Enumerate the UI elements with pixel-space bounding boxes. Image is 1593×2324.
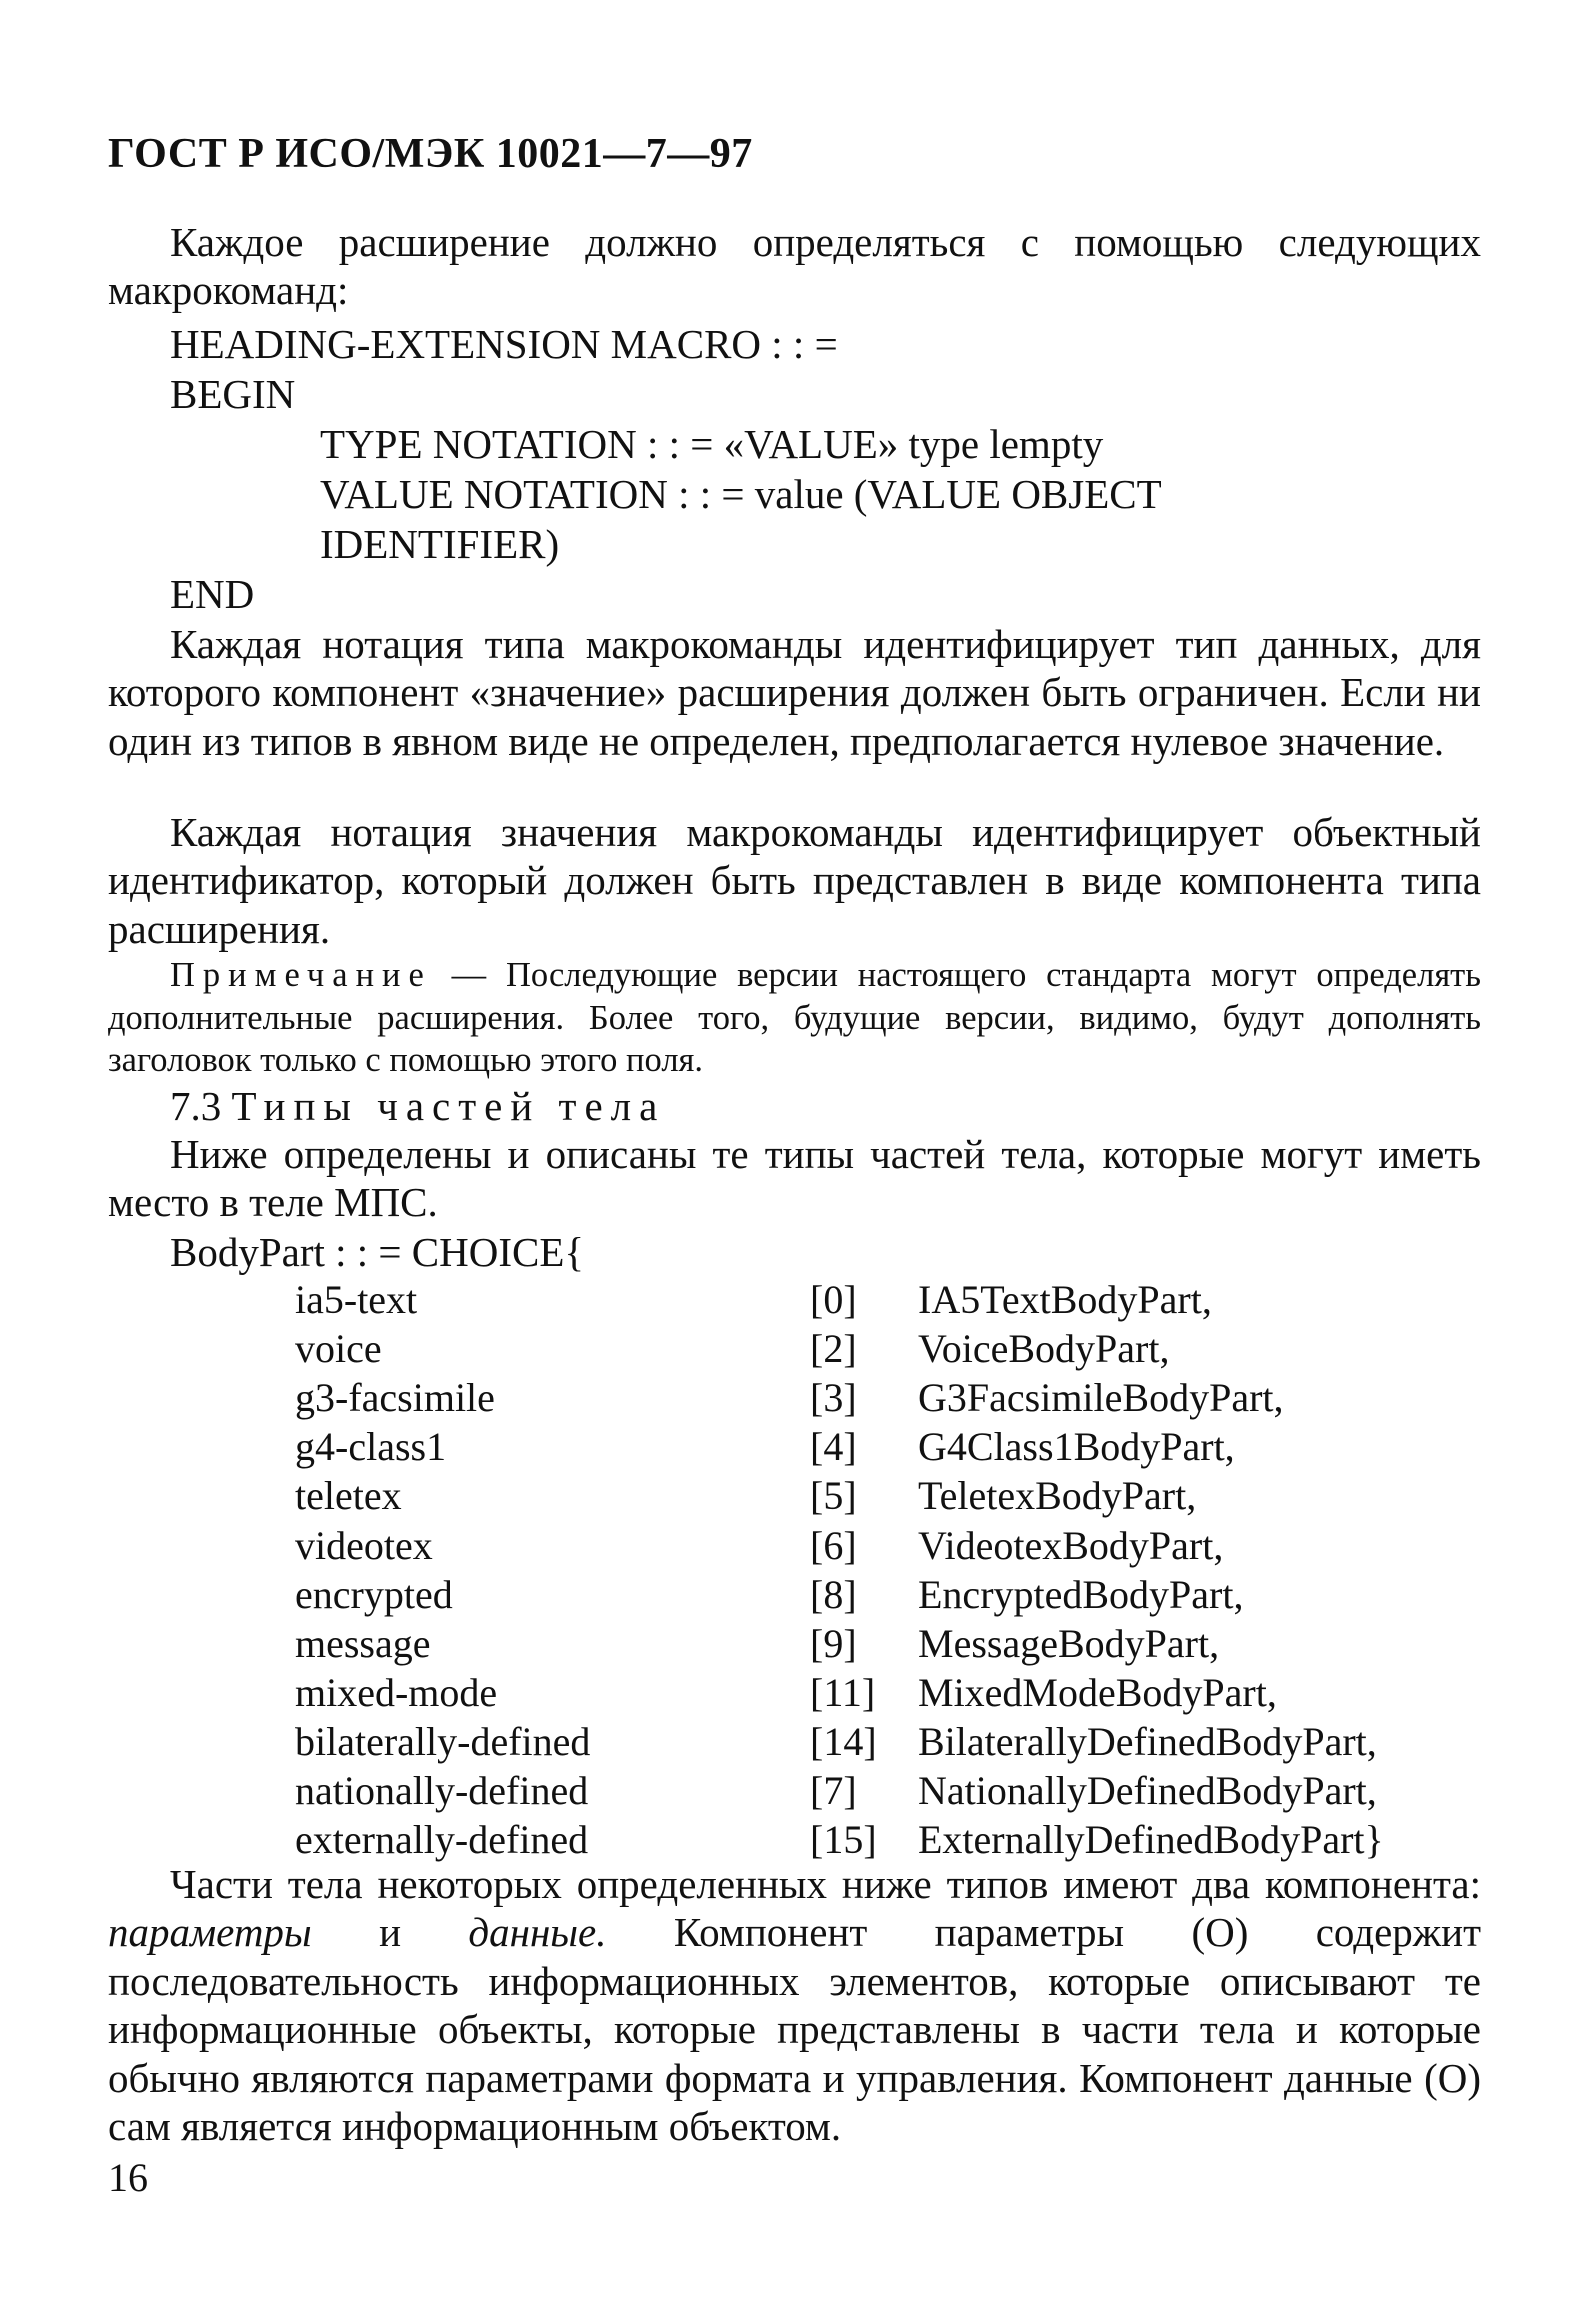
bodypart-name: mixed-mode (295, 1669, 498, 1715)
bodypart-name: g3-facsimile (295, 1375, 495, 1421)
type-notation-paragraph: Каждая нотация типа макрокоманды идентифицирует тип данных, для которого компонент «значение» расширения должен быть ограничен. Если ни один из типов в явном виде не определен, предполагается нулевое значение. (108, 621, 1481, 764)
final-text-2: и (311, 1909, 469, 1956)
bodypart-type: VoiceBodyPart, (918, 1326, 1170, 1372)
bodypart-type: IA5TextBodyPart, (918, 1277, 1212, 1322)
bodypart-type: BilaterallyDefinedBodyPart, (918, 1718, 1377, 1764)
macro-value-notation-line: VALUE NOTATION : : = value (VALUE OBJECT (320, 471, 1162, 517)
bodypart-name: bilaterally-defined (295, 1718, 591, 1764)
bodypart-tag: [9] (810, 1620, 857, 1666)
bodypart-type: G3FacsimileBodyPart, (918, 1375, 1284, 1421)
bodypart-name: encrypted (295, 1571, 453, 1617)
macro-identifier-line: IDENTIFIER) (320, 521, 560, 567)
bodypart-tag: [14] (810, 1718, 877, 1764)
bodypart-tag: [6] (810, 1522, 857, 1568)
note-text: — Последующие версии настоящего стандарта могут определять дополнительные расширения. Более того, будущие версии, видимо, будут дополнять заголовок только с помощью этого поля. (108, 956, 1481, 1079)
bodypart-name: voice (295, 1326, 382, 1372)
bodypart-type: G4Class1BodyPart, (918, 1424, 1235, 1470)
bodypart-name: videotex (295, 1522, 433, 1568)
macro-type-notation-line: TYPE NOTATION : : = «VALUE» type lempty (320, 421, 1104, 467)
macro-heading-line: HEADING-EXTENSION MACRO : : = (170, 321, 838, 367)
bodypart-tag: [3] (810, 1375, 857, 1421)
note-paragraph (108, 954, 1481, 1082)
bodypart-name: teletex (295, 1473, 402, 1519)
bodypart-tag: [7] (810, 1768, 857, 1813)
bodypart-declaration: BodyPart : : = CHOICE{ (170, 1229, 585, 1275)
final-italic-data: данные. (468, 1909, 607, 1956)
final-italic-parameters: параметры (108, 1909, 312, 1956)
macro-end-line: END (170, 571, 255, 617)
bodypart-type: NationallyDefinedBodyPart, (918, 1768, 1377, 1813)
bodypart-name: ia5-text (295, 1277, 418, 1322)
section-intro-paragraph: Ниже определены и описаны те типы частей тела, которые могут иметь место в теле МПС. (108, 1131, 1481, 1226)
final-paragraph (108, 1860, 1481, 2150)
document-header: ГОСТ Р ИСО/МЭК 10021—7—97 (108, 131, 753, 177)
bodypart-name: nationally-defined (295, 1768, 589, 1813)
intro-paragraph: Каждое расширение должно определяться с помощью следующих макрокоманд: (108, 219, 1481, 314)
final-text-1: Части тела некоторых определенных ниже типов имеют два компонента: (170, 1861, 1481, 1907)
bodypart-tag: [15] (810, 1817, 877, 1863)
page-number: 16 (108, 2155, 148, 2200)
macro-begin-line: BEGIN (170, 371, 296, 417)
bodypart-tag: [5] (810, 1473, 857, 1519)
bodypart-tag: [11] (810, 1669, 876, 1715)
bodypart-tag: [8] (810, 1571, 857, 1617)
bodypart-type: ExternallyDefinedBodyPart} (918, 1817, 1384, 1863)
bodypart-type: MixedModeBodyPart, (918, 1669, 1277, 1715)
bodypart-type: TeletexBodyPart, (918, 1473, 1197, 1519)
bodypart-name: message (295, 1620, 431, 1666)
section-title: Типы частей тела (231, 1083, 666, 1129)
section-heading (170, 1082, 665, 1130)
final-text-3: Компонент параметры (О) содержит последовательность информационных элементов, которые описывают те информационные объекты, которые представлены в части тела и которые обычно являются параметрами формата и управления. Компонент данные (О) сам является информационным объектом. (108, 1909, 1481, 2150)
bodypart-tag: [4] (810, 1424, 857, 1470)
bodypart-name: externally-defined (295, 1817, 589, 1863)
bodypart-type: MessageBodyPart, (918, 1620, 1220, 1666)
bodypart-tag: [0] (810, 1277, 857, 1322)
value-notation-paragraph: Каждая нотация значения макрокоманды идентифицирует объектный идентификатор, который должен быть представлен в виде компонента типа расширения. (108, 809, 1481, 952)
bodypart-tag: [2] (810, 1326, 857, 1372)
bodypart-type: EncryptedBodyPart, (918, 1571, 1244, 1617)
note-label: Примечание (170, 956, 432, 994)
bodypart-name: g4-class1 (295, 1424, 447, 1470)
bodypart-type: VideotexBodyPart, (918, 1522, 1224, 1568)
section-number: 7.3 (170, 1083, 222, 1129)
